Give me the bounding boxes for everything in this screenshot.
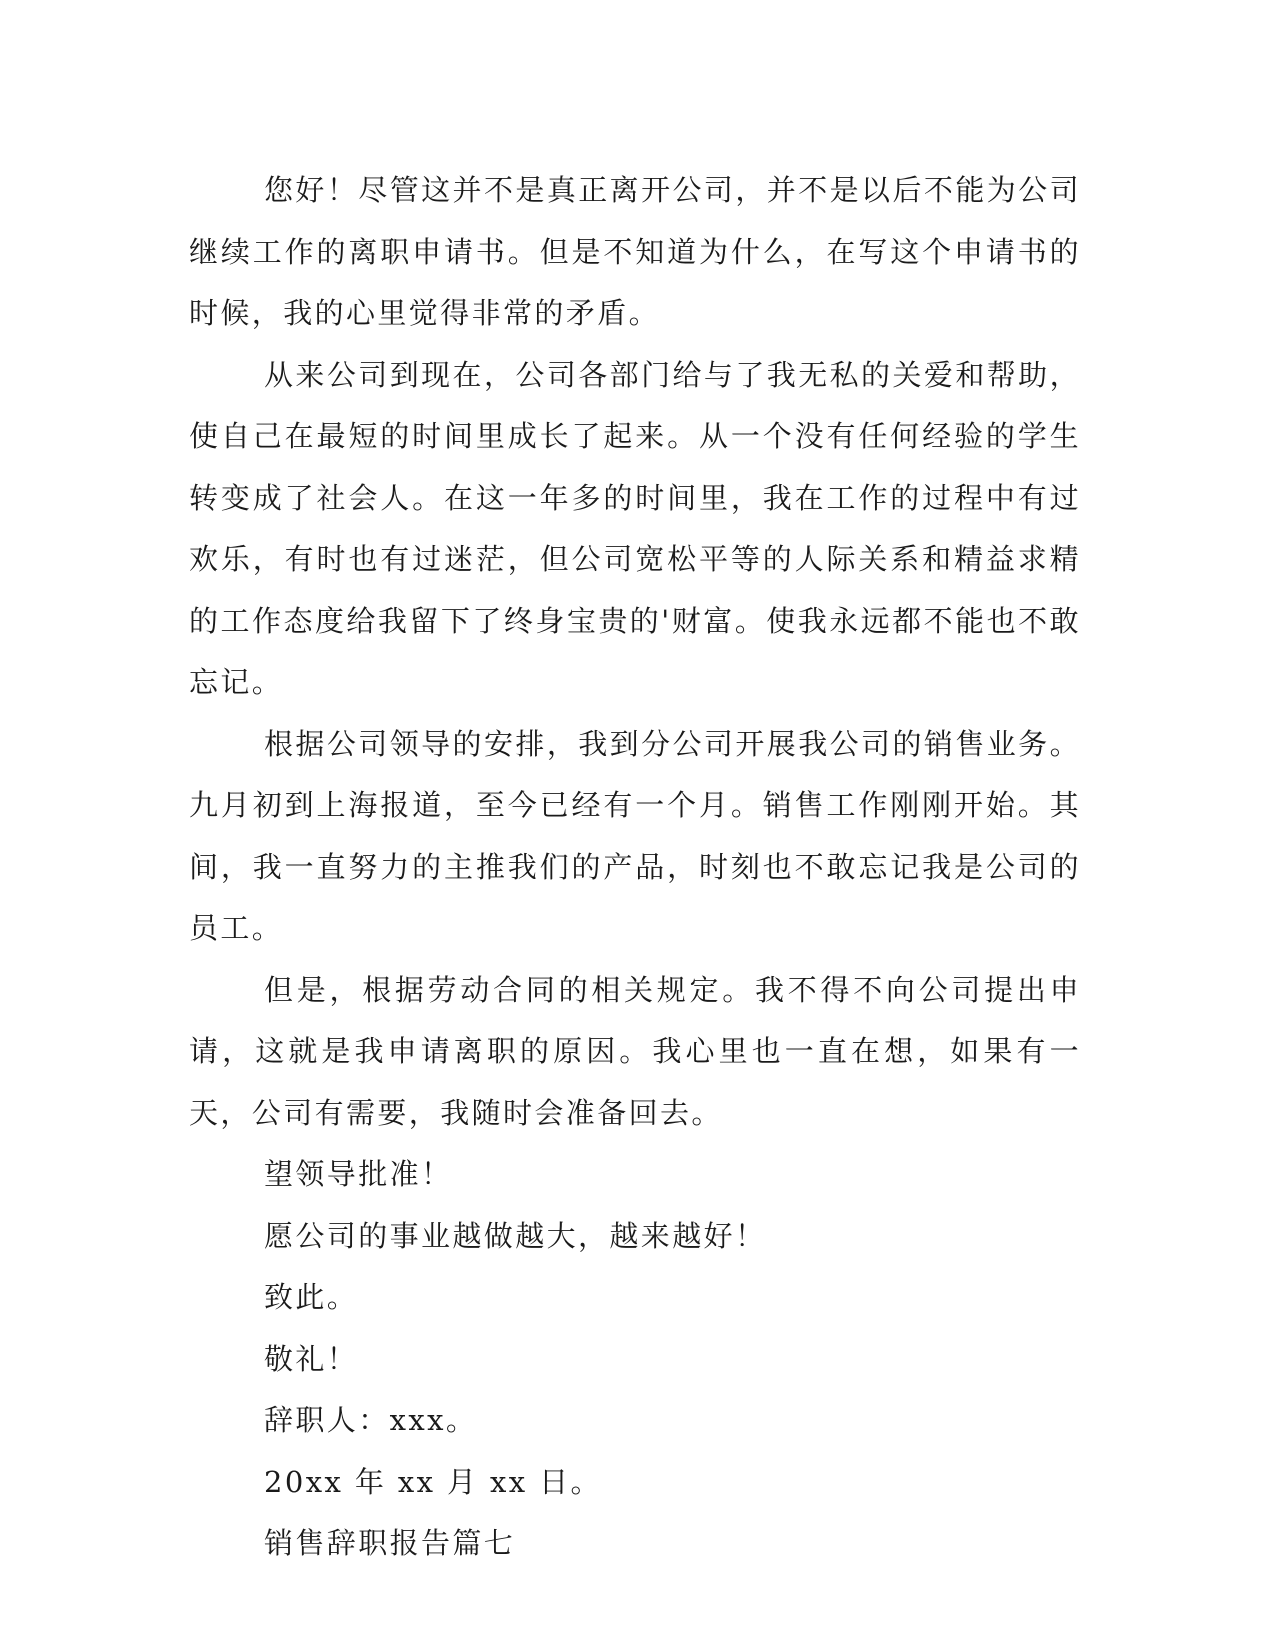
letter-body xyxy=(189,160,1081,1575)
paragraph-reason: 但是，根据劳动合同的相关规定。我不得不向公司提出申请，这就是我申请离职的原因。我心里也一直在想，如果有一天，公司有需要，我随时会准备回去。 xyxy=(189,972,1081,1130)
paragraph-gratitude: 从来公司到现在，公司各部门给与了我无私的关爱和帮助，使自己在最短的时间里成长了起来。从一个没有任何经验的学生转变成了社会人。在这一年多的时间里，我在工作的过程中有过欢乐，有时也有过迷茫，但公司宽松平等的人际关系和精益求精的工作态度给我留下了终身宝贵的'财富。使我永远都不能也不敢忘记。 xyxy=(189,357,1081,699)
closing-request: 望领导批准！ xyxy=(264,1157,453,1191)
date-line: 20xx 年 xx 月 xx 日。 xyxy=(264,1464,602,1499)
paragraph-assignment: 根据公司领导的安排，我到分公司开展我公司的销售业务。九月初到上海报道，至今已经有一个月。销售工作刚刚开始。其间，我一直努力的主推我们的产品，时刻也不敢忘记我是公司的员工。 xyxy=(189,726,1081,945)
paragraph-greeting: 您好！尽管这并不是真正离开公司，并不是以后不能为公司继续工作的离职申请书。但是不知道为什么，在写这个申请书的时候，我的心里觉得非常的矛盾。 xyxy=(189,173,1081,330)
closing-wish: 愿公司的事业越做越大，越来越好！ xyxy=(264,1218,767,1253)
closing-salutation: 致此。 xyxy=(264,1280,359,1314)
closing-regards: 敬礼！ xyxy=(264,1341,359,1376)
section-heading: 销售辞职报告篇七 xyxy=(264,1526,516,1560)
signer-line: 辞职人：xxx。 xyxy=(264,1403,478,1437)
